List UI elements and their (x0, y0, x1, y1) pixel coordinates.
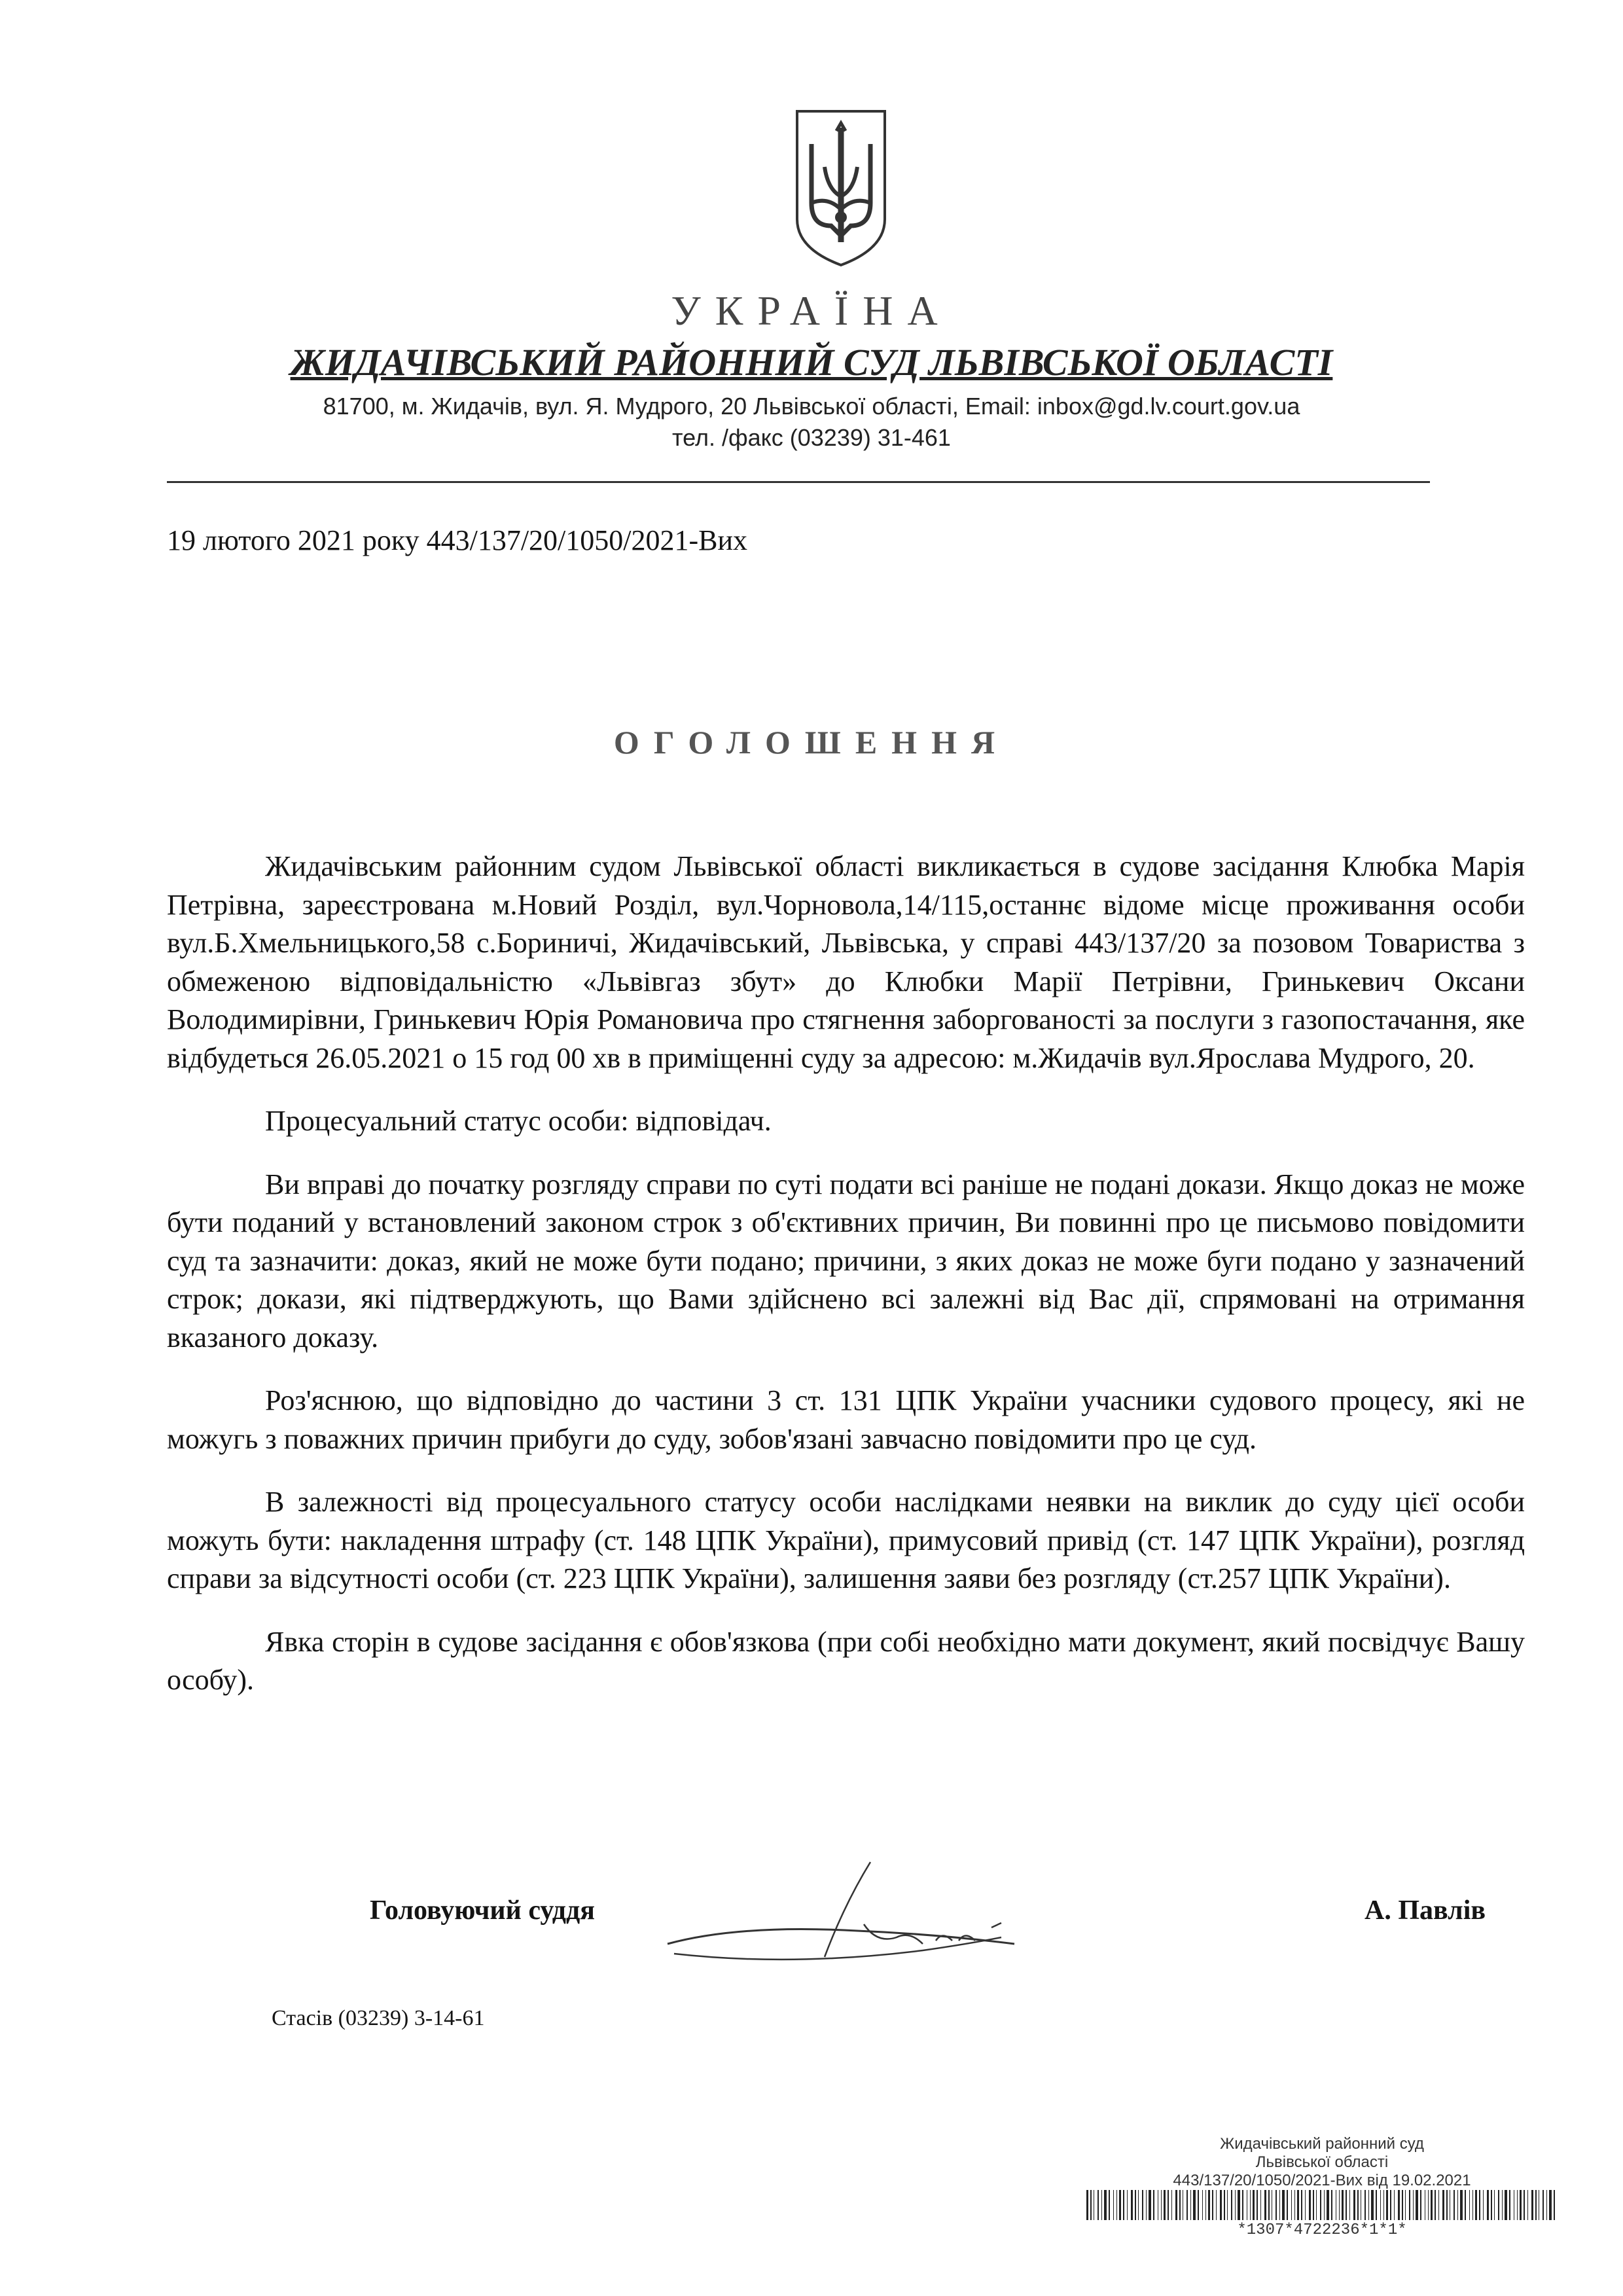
court-address: 81700, м. Жидачів, вул. Я. Мудрого, 20 Львівської області, Email: inbox@gd.lv.court.gov.ua (323, 393, 1300, 420)
stamp-region: Львівської області (1255, 2153, 1389, 2171)
trident-coat-of-arms-icon (792, 105, 890, 268)
attendance-paragraph: Явка сторін в судове засідання є обов'язкова (при собі необхідно мати документ, який посвідчує Вашу особу). (167, 1625, 1525, 1696)
court-name: ЖИДАЧІВСЬКИЙ РАЙОННИЙ СУД ЛЬВІВСЬКОЇ ОБЛАСТІ (290, 341, 1333, 384)
executor-contact: Стасів (03239) 3-14-61 (272, 2006, 485, 2030)
handwritten-signature (661, 1846, 1027, 1983)
document-body (167, 848, 1525, 1725)
evidence-paragraph: Ви вправі до початку розгляду справи по суті подати всі раніше не подані докази. Якщо доказ не може бути поданий у встановлений законом строк з об'єктивних причин, Ви повинні про це письмово повідомити суд та зазначити: доказ, який не може бути подано; причини, з яких доказ не може буги подано у зазначений строк; докази, які підтверджують, що Вами здійснено всі залежні від Вас дії, спрямовані на отримання вказаного доказу. (167, 1168, 1525, 1354)
document-title: ОГОЛОШЕННЯ (613, 724, 1010, 761)
barcode-icon (1086, 2190, 1558, 2220)
barcode-text: *1307*4722236*1*1* (1237, 2221, 1407, 2239)
document-reference: 19 лютого 2021 року 443/137/20/1050/2021-Вих (167, 524, 748, 556)
header-divider (167, 481, 1430, 483)
court-phone-fax: тел. /факс (03239) 31-461 (672, 424, 951, 451)
country-name: УКРАЇНА (671, 287, 952, 334)
consequences-paragraph: В залежності від процесуального статусу особи наслідками неявки на виклик до суду цієї особи можуть бути: накладення штрафу (ст. 148 ЦПК України), примусовий привід (ст. 147 ЦПК України), розгляд справи за відсутності особи (ст. 223 ЦПК України), залишення заяви без розгляду (ст.257 ЦПК України). (167, 1486, 1525, 1594)
stamp-registration-number: 443/137/20/1050/2021-Вих від 19.02.2021 (1173, 2172, 1471, 2189)
summons-paragraph: Жидачівським районним судом Львівської області викликається в судове засідання Клюбка Марія Петрівна, зареєстрована м.Новий Розділ, вул.Чорновола,14/115,останнє відоме місце проживання особи вул.Б.Хмельницького,58 с.Бориничі, Жидачівський, Львівська, у справі 443/137/20 за позовом Товариства з обмеженою відповідальністю «Львівгаз збут» до Клюбки Марії Петрівни, Гринькевич Оксани Володимирівни, Гринькевич Юрія Романовича про стягнення заборгованості за послуги з газопостачання, яке відбудеться 26.05.2021 о 15 год 00 хв в приміщенні суду за адресою: м.Жидачів вул.Ярослава Мудрого, 20. (167, 850, 1525, 1074)
stamp-court-name: Жидачівський районний суд (1220, 2135, 1424, 2153)
judge-name: А. Павлів (1364, 1895, 1486, 1926)
procedural-status-paragraph: Процесуальний статус особи: відповідач. (265, 1105, 772, 1137)
notice-obligation-paragraph: Роз'яснюю, що відповідно до частини 3 ст. 131 ЦПК України учасники судового процесу, які не можугь з поважних причин прибуги до суду, зобов'язані завчасно повідомити про це суд. (167, 1384, 1525, 1455)
signatory-title: Головуючий суддя (370, 1895, 595, 1926)
